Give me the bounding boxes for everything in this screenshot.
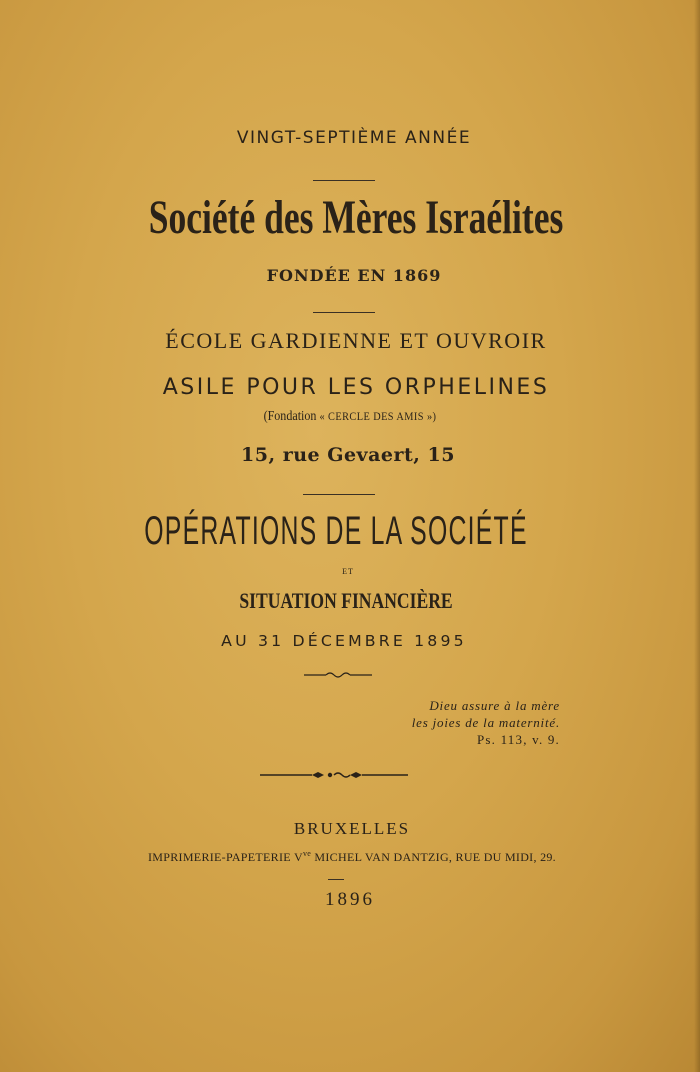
report-date: AU 31 DÉCEMBRE 1895 [221,632,467,650]
printer-line [2,850,700,863]
city-line: BRUXELLES [293,819,411,838]
printer-prefix: IMPRIMERIE-PAPETERIE V [148,850,303,864]
printer-rest: MICHEL VAN DANTZIG, RUE DU MIDI, 29. [311,850,556,864]
publication-year: 1896 [325,889,375,910]
orphanage-line: ASILE POUR LES ORPHELINES [162,375,550,400]
epigraph-line-1: Dieu assure à la mère [429,698,560,713]
foundation-name: « CERCLE DES AMIS ») [319,409,437,423]
address-line: 15, rue Gevaert, 15 [241,444,455,466]
conjunction-et: ET [342,567,354,576]
printer-superscript: ve [302,849,312,858]
school-line: ÉCOLE GARDIENNE ET OUVROIR [165,328,547,353]
divider-rule [313,180,375,181]
society-title: Société des Mères Israélites [148,191,564,244]
epigraph-reference: Ps. 113, v. 9. [476,732,560,747]
divider-rule [313,312,375,313]
founded-line: FONDÉE EN 1869 [266,266,442,285]
divider-rule [328,879,344,880]
foundation-prefix: (Fondation [263,409,317,424]
epigraph-line-2: les joies de la maternité. [411,715,560,730]
ornament-small-icon [304,670,372,680]
epigraph [412,697,560,748]
paper-edge-shadow [694,0,700,1072]
foundation-line [49,410,651,424]
financial-situation-heading: SITUATION FINANCIÈRE [239,588,453,613]
divider-rule [303,494,375,495]
edition-year-heading: VINGT-SEPTIÈME ANNÉE [236,128,472,148]
operations-heading: OPÉRATIONS DE LA SOCIÉTÉ [144,509,528,553]
ornament-long-icon [260,769,408,781]
